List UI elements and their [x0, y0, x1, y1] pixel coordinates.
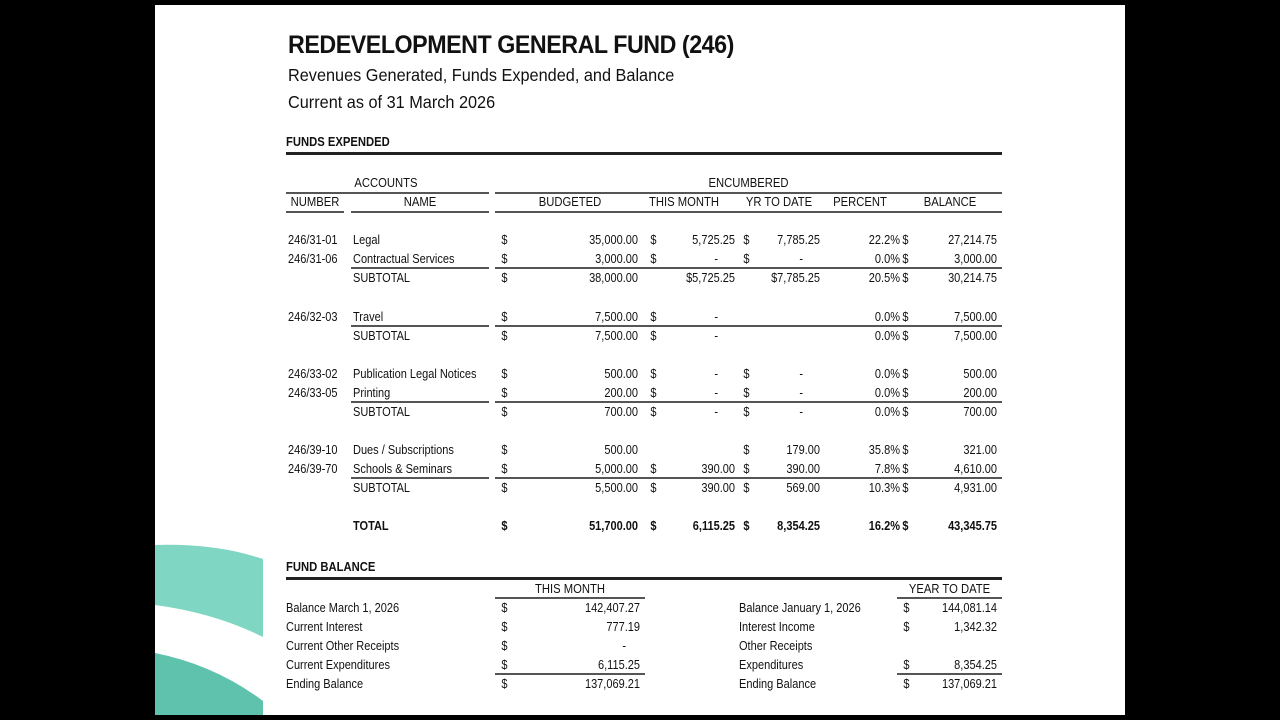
- balance-value: 8,354.25: [954, 658, 997, 672]
- account-name: SUBTOTAL: [353, 329, 411, 343]
- currency-symbol: $: [650, 519, 657, 533]
- this-month-value: -: [714, 386, 719, 400]
- report-as-of-date: Current as of 31 March 2026: [288, 92, 496, 112]
- balance-value: 144,081.14: [941, 601, 997, 615]
- currency-symbol: $: [501, 620, 508, 634]
- subtotal-rule: [495, 477, 1002, 479]
- this-month-value: $5,725.25: [686, 271, 735, 285]
- balance-value: 4,610.00: [954, 462, 997, 476]
- balance-label: Ending Balance: [286, 677, 364, 691]
- currency-symbol: $: [501, 252, 508, 266]
- currency-symbol: $: [501, 233, 508, 247]
- currency-symbol: $: [743, 386, 750, 400]
- currency-symbol: $: [650, 329, 657, 343]
- percent-value: 22.2%: [868, 233, 900, 247]
- currency-symbol: $: [501, 481, 508, 495]
- balance-value: 3,000.00: [954, 252, 997, 266]
- balance-label: Current Other Receipts: [286, 639, 400, 653]
- col-header-name: NAME: [403, 195, 437, 209]
- currency-symbol: $: [501, 310, 508, 324]
- ytd-value: -: [799, 252, 804, 266]
- balance-value: 1,342.32: [954, 620, 997, 634]
- currency-symbol: $: [902, 405, 909, 419]
- ytd-value: 569.00: [786, 481, 820, 495]
- budgeted-value: 500.00: [604, 367, 638, 381]
- balance-label: Current Expenditures: [286, 658, 390, 672]
- percent-value: 0.0%: [874, 405, 900, 419]
- currency-symbol: $: [650, 310, 657, 324]
- account-number: 246/39-70: [288, 462, 338, 476]
- balance-value: 30,214.75: [948, 271, 997, 285]
- account-name: Legal: [353, 233, 380, 247]
- currency-symbol: $: [902, 462, 909, 476]
- balance-value: 500.00: [963, 367, 997, 381]
- decorative-teal-waves: [155, 525, 265, 715]
- currency-symbol: $: [501, 677, 508, 691]
- currency-symbol: $: [902, 443, 909, 457]
- currency-symbol: $: [743, 462, 750, 476]
- account-number: 246/31-06: [288, 252, 338, 266]
- balance-value: 142,407.27: [584, 601, 640, 615]
- ytd-header: YEAR TO DATE: [908, 582, 991, 596]
- budgeted-value: 5,500.00: [595, 481, 638, 495]
- header-rule: [495, 597, 645, 599]
- encumbered-group-header: ENCUMBERED: [708, 176, 789, 190]
- currency-symbol: $: [903, 601, 910, 615]
- header-rule: [495, 192, 1002, 194]
- balance-value: 7,500.00: [954, 329, 997, 343]
- currency-symbol: $: [650, 233, 657, 247]
- currency-symbol: $: [903, 658, 910, 672]
- account-number: 246/33-02: [288, 367, 338, 381]
- currency-symbol: $: [501, 601, 508, 615]
- percent-value: 7.8%: [874, 462, 900, 476]
- header-rule: [351, 211, 489, 213]
- currency-symbol: $: [650, 462, 657, 476]
- col-header-this-month: THIS MONTH: [648, 195, 720, 209]
- currency-symbol: $: [501, 329, 508, 343]
- ytd-value: 390.00: [786, 462, 820, 476]
- subtotal-rule: [495, 325, 1002, 327]
- this-month-value: -: [714, 310, 719, 324]
- account-name: TOTAL: [353, 519, 389, 533]
- col-header-balance: BALANCE: [923, 195, 977, 209]
- currency-symbol: $: [650, 481, 657, 495]
- ytd-value: -: [799, 405, 804, 419]
- section-rule: [286, 577, 1002, 580]
- this-month-value: -: [714, 367, 719, 381]
- balance-value: 4,931.00: [954, 481, 997, 495]
- currency-symbol: $: [903, 677, 910, 691]
- account-name: Schools & Seminars: [353, 462, 453, 476]
- percent-value: 0.0%: [874, 329, 900, 343]
- currency-symbol: $: [501, 519, 508, 533]
- subtotal-rule: [351, 267, 489, 269]
- currency-symbol: $: [902, 367, 909, 381]
- header-rule: [286, 211, 344, 213]
- this-month-header: THIS MONTH: [534, 582, 606, 596]
- this-month-value: 5,725.25: [692, 233, 735, 247]
- subtotal-rule: [351, 325, 489, 327]
- subtotal-rule: [495, 401, 1002, 403]
- currency-symbol: $: [743, 443, 750, 457]
- currency-symbol: $: [501, 658, 508, 672]
- currency-symbol: $: [902, 233, 909, 247]
- this-month-value: -: [714, 405, 719, 419]
- balance-value: 137,069.21: [941, 677, 997, 691]
- currency-symbol: $: [902, 271, 909, 285]
- subtotal-rule: [351, 477, 489, 479]
- header-rule: [286, 192, 489, 194]
- ytd-value: 8,354.25: [777, 519, 820, 533]
- ending-balance-rule: [897, 673, 1002, 675]
- currency-symbol: $: [501, 462, 508, 476]
- ending-balance-rule: [495, 673, 645, 675]
- account-name: Contractual Services: [353, 252, 455, 266]
- balance-label: Other Receipts: [739, 639, 813, 653]
- currency-symbol: $: [650, 405, 657, 419]
- currency-symbol: $: [902, 252, 909, 266]
- budgeted-value: 3,000.00: [595, 252, 638, 266]
- subtotal-rule: [495, 267, 1002, 269]
- budgeted-value: 200.00: [604, 386, 638, 400]
- budgeted-value: 700.00: [604, 405, 638, 419]
- balance-value: 6,115.25: [597, 658, 640, 672]
- currency-symbol: $: [902, 310, 909, 324]
- account-number: 246/33-05: [288, 386, 338, 400]
- col-header-ytd: YR TO DATE: [745, 195, 813, 209]
- currency-symbol: $: [501, 271, 508, 285]
- currency-symbol: $: [743, 233, 750, 247]
- account-number: 246/31-01: [288, 233, 338, 247]
- currency-symbol: $: [743, 367, 750, 381]
- currency-symbol: $: [743, 252, 750, 266]
- currency-symbol: $: [902, 519, 909, 533]
- percent-value: 0.0%: [874, 310, 900, 324]
- account-name: SUBTOTAL: [353, 405, 411, 419]
- percent-value: 16.2%: [868, 519, 900, 533]
- balance-value: -: [622, 639, 627, 653]
- balance-label: Interest Income: [739, 620, 815, 634]
- col-header-budgeted: BUDGETED: [538, 195, 602, 209]
- col-header-percent: PERCENT: [833, 195, 887, 209]
- balance-value: 700.00: [963, 405, 997, 419]
- balance-label: Balance January 1, 2026: [739, 601, 861, 615]
- percent-value: 0.0%: [874, 367, 900, 381]
- col-header-number: NUMBER: [290, 195, 340, 209]
- report-title: REDEVELOPMENT GENERAL FUND (246): [288, 31, 734, 59]
- currency-symbol: $: [650, 252, 657, 266]
- account-number: 246/32-03: [288, 310, 338, 324]
- percent-value: 20.5%: [868, 271, 900, 285]
- currency-symbol: $: [902, 329, 909, 343]
- account-name: Printing: [353, 386, 391, 400]
- percent-value: 10.3%: [868, 481, 900, 495]
- this-month-value: 390.00: [701, 462, 735, 476]
- currency-symbol: $: [501, 405, 508, 419]
- balance-value: 43,345.75: [948, 519, 997, 533]
- budgeted-value: 38,000.00: [589, 271, 638, 285]
- account-name: Publication Legal Notices: [353, 367, 477, 381]
- currency-symbol: $: [650, 386, 657, 400]
- ytd-value: -: [799, 386, 804, 400]
- balance-value: 777.19: [606, 620, 640, 634]
- currency-symbol: $: [902, 481, 909, 495]
- this-month-value: 6,115.25: [692, 519, 735, 533]
- budgeted-value: 35,000.00: [589, 233, 638, 247]
- budgeted-value: 7,500.00: [595, 310, 638, 324]
- percent-value: 0.0%: [874, 252, 900, 266]
- balance-value: 200.00: [963, 386, 997, 400]
- budgeted-value: 7,500.00: [595, 329, 638, 343]
- percent-value: 35.8%: [868, 443, 900, 457]
- report-subtitle: Revenues Generated, Funds Expended, and Balance: [288, 65, 675, 85]
- balance-label: Expenditures: [739, 658, 804, 672]
- funds-expended-heading: FUNDS EXPENDED: [286, 135, 390, 149]
- account-name: SUBTOTAL: [353, 271, 411, 285]
- balance-value: 7,500.00: [954, 310, 997, 324]
- ytd-value: -: [799, 367, 804, 381]
- currency-symbol: $: [501, 386, 508, 400]
- account-name: SUBTOTAL: [353, 481, 411, 495]
- currency-symbol: $: [650, 367, 657, 381]
- subtotal-rule: [351, 401, 489, 403]
- account-name: Travel: [353, 310, 384, 324]
- header-rule: [897, 597, 1002, 599]
- budgeted-value: 51,700.00: [589, 519, 638, 533]
- report-slide: [155, 5, 1125, 715]
- budgeted-value: 5,000.00: [595, 462, 638, 476]
- percent-value: 0.0%: [874, 386, 900, 400]
- section-rule: [286, 152, 1002, 155]
- balance-value: 137,069.21: [584, 677, 640, 691]
- balance-label: Ending Balance: [739, 677, 817, 691]
- currency-symbol: $: [743, 519, 750, 533]
- budgeted-value: 500.00: [604, 443, 638, 457]
- header-rule: [495, 211, 1002, 213]
- ytd-value: $7,785.25: [771, 271, 820, 285]
- currency-symbol: $: [501, 443, 508, 457]
- currency-symbol: $: [501, 639, 508, 653]
- ytd-value: 179.00: [786, 443, 820, 457]
- currency-symbol: $: [903, 620, 910, 634]
- balance-value: 321.00: [963, 443, 997, 457]
- fund-balance-heading: FUND BALANCE: [286, 560, 376, 574]
- this-month-value: -: [714, 252, 719, 266]
- currency-symbol: $: [902, 386, 909, 400]
- accounts-group-header: ACCOUNTS: [354, 176, 418, 190]
- currency-symbol: $: [743, 405, 750, 419]
- currency-symbol: $: [501, 367, 508, 381]
- this-month-value: 390.00: [701, 481, 735, 495]
- currency-symbol: $: [743, 481, 750, 495]
- balance-label: Balance March 1, 2026: [286, 601, 400, 615]
- ytd-value: 7,785.25: [777, 233, 820, 247]
- account-number: 246/39-10: [288, 443, 338, 457]
- this-month-value: -: [714, 329, 719, 343]
- balance-label: Current Interest: [286, 620, 363, 634]
- balance-value: 27,214.75: [948, 233, 997, 247]
- account-name: Dues / Subscriptions: [353, 443, 454, 457]
